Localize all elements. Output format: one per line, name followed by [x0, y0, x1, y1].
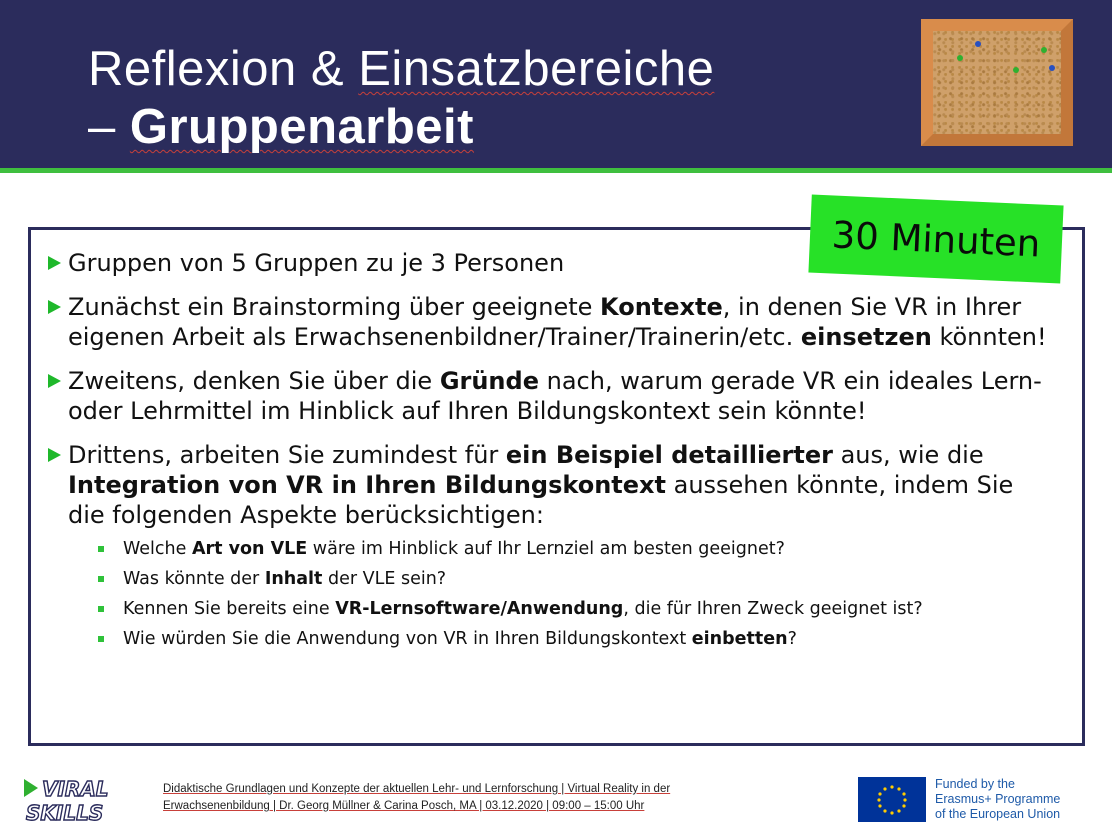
bullet-text: Drittens, arbeiten Sie zumindest für: [68, 441, 506, 469]
sub-bullet-text: Welche: [123, 539, 192, 559]
title-bold: Gruppenarbeit: [129, 100, 474, 154]
triangle-bullet-icon: [48, 300, 61, 314]
bullet-text: aus, wie die: [832, 441, 984, 469]
bullet-item: [48, 366, 1048, 426]
title-prefix: –: [88, 100, 130, 154]
bullet-text: Zunächst ein Brainstorming über geeignete: [68, 293, 601, 321]
header-accent-line: [0, 168, 1112, 173]
square-bullet-icon: [98, 606, 104, 612]
sub-bullet-text: wäre im Hinblick auf Ihr Lernziel am besten geeignet?: [307, 539, 785, 559]
title-line-2: [88, 98, 714, 156]
pushpin-icon: [975, 41, 981, 47]
triangle-bullet-icon: [48, 374, 61, 388]
bullet-text: aussehen könnte, indem Sie die folgenden Aspekte berücksichtigen:: [68, 471, 1014, 529]
slide-title: [88, 40, 714, 156]
bullet-bold: einsetzen: [800, 323, 932, 351]
footer-line-1: Didaktische Grundlagen und Konzepte der aktuellen Lehr- und Lernforschung | Virtual Reality in der: [163, 783, 671, 795]
sub-bullet-bold: Inhalt: [264, 569, 323, 589]
bullet-item: [48, 440, 1048, 654]
eu-text-line-2: Erasmus+ Programme: [935, 792, 1061, 806]
pushpin-icon: [1049, 65, 1055, 71]
title-part-1: Reflexion &: [88, 42, 359, 96]
bullet-bold: Gründe: [439, 367, 539, 395]
square-bullet-icon: [98, 576, 104, 582]
bullet-bold: ein Beispiel detaillierter: [505, 441, 833, 469]
sub-bullet-item: [68, 594, 1048, 624]
footer-line-2: Erwachsenenbildung | Dr. Georg Müllner & Carina Posch, MA | 03.12.2020 | 09:00 – 15:00 Uhr: [163, 800, 645, 812]
sub-bullet-bold: Art von VLE: [191, 539, 308, 559]
sub-bullet-item: [68, 534, 1048, 564]
logo-text-line-1: VIRAL: [42, 777, 109, 801]
pushpin-icon: [957, 55, 963, 61]
bullet-list: [48, 248, 1048, 668]
sub-bullet-text: der VLE sein?: [322, 569, 447, 589]
sub-bullet-item: [68, 624, 1048, 654]
sub-bullet-bold: VR-Lernsoftware/Anwendung: [335, 599, 624, 619]
eu-text-line-3: of the European Union: [935, 807, 1061, 821]
title-part-2: Einsatzbereiche: [358, 42, 715, 96]
logo-triangle-icon: [24, 779, 38, 797]
sub-bullet-text: ?: [787, 629, 797, 649]
eu-text-line-1: Funded by the: [935, 777, 1015, 791]
bullet-bold: Kontexte: [600, 293, 723, 321]
footer-text: [163, 781, 670, 815]
square-bullet-icon: [98, 546, 104, 552]
bullet-item: [48, 292, 1048, 352]
sub-bullet-text: Wie würden Sie die Anwendung von VR in Ihren Bildungskontext: [123, 629, 692, 649]
duration-badge: 30 Minuten: [808, 195, 1063, 284]
bullet-bold: Integration von VR in Ihren Bildungskontext: [68, 471, 666, 499]
logo-text-line-2: SKILLS: [26, 801, 104, 825]
sub-bullet-text: , die für Ihren Zweck geeignet ist?: [623, 599, 923, 619]
sub-bullet-bold: einbetten: [691, 629, 788, 649]
sub-bullet-text: Kennen Sie bereits eine: [123, 599, 336, 619]
viral-skills-logo: [22, 775, 132, 825]
bullet-text: könnten!: [931, 323, 1047, 351]
bullet-text: nach, warum gerade VR ein ideales Lern- oder Lehrmittel im Hinblick auf Ihren Bildungskontext sein könnte!: [68, 367, 1042, 425]
sub-bullet-text: Was könnte der: [123, 569, 265, 589]
corkboard-image: [921, 19, 1073, 146]
title-line-1: [88, 40, 714, 98]
bullet-text: Zweitens, denken Sie über die: [68, 367, 440, 395]
bullet-text: Gruppen von 5 Gruppen zu je 3 Personen: [68, 249, 565, 277]
square-bullet-icon: [98, 636, 104, 642]
eu-flag-icon: [858, 777, 926, 822]
pushpin-icon: [1041, 47, 1047, 53]
triangle-bullet-icon: [48, 448, 61, 462]
pushpin-icon: [1013, 67, 1019, 73]
triangle-bullet-icon: [48, 256, 61, 270]
bullet-text: , in denen Sie VR in Ihrer eigenen Arbeit als Erwachsenenbildner/Trainer/Trainerin/etc.: [68, 293, 1022, 351]
sub-bullet-item: [68, 564, 1048, 594]
sub-bullet-list: [68, 534, 1048, 654]
eu-funding-text: [935, 777, 1060, 822]
